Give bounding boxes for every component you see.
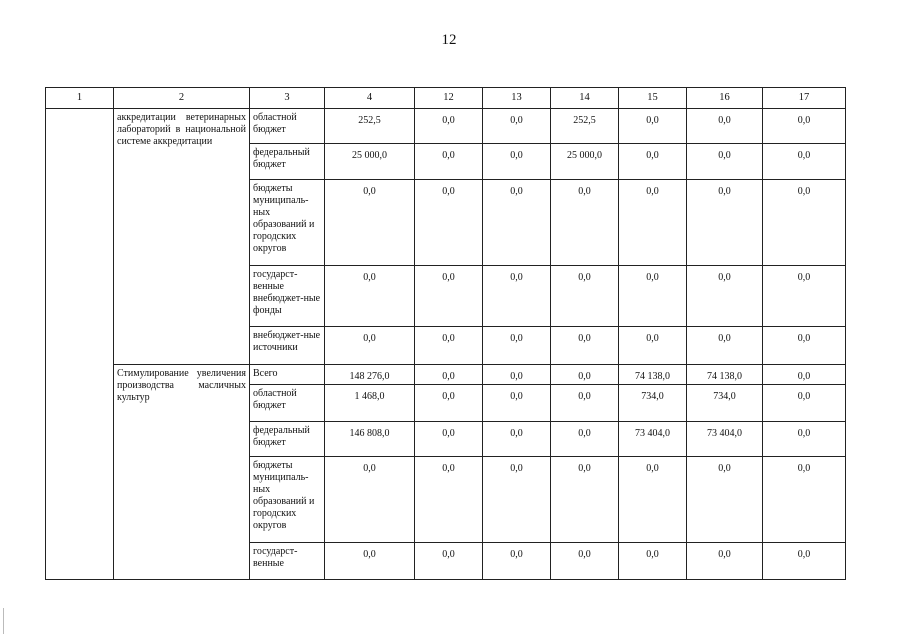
amount-cell: 0,0 — [483, 109, 551, 144]
amount-cell: 0,0 — [551, 180, 619, 266]
table-row — [46, 365, 846, 385]
amount-cell: 0,0 — [483, 327, 551, 365]
funding-source: государст-венные внебюджет-ные фонды — [250, 266, 325, 327]
amount-cell: 0,0 — [325, 543, 415, 580]
amount-cell: 146 808,0 — [325, 422, 415, 457]
amount-cell: 0,0 — [763, 422, 846, 457]
funding-source: государст-венные — [250, 543, 325, 580]
funding-source: внебюджет-ные источники — [250, 327, 325, 365]
amount-cell: 0,0 — [619, 457, 687, 543]
amount-cell: 0,0 — [687, 266, 763, 327]
column-header: 3 — [250, 88, 325, 109]
funding-source: бюджеты муниципаль-ных образований и городских округов — [250, 180, 325, 266]
column-header: 12 — [415, 88, 483, 109]
amount-cell: 0,0 — [763, 457, 846, 543]
amount-cell: 0,0 — [415, 144, 483, 180]
funding-source: областной бюджет — [250, 109, 325, 144]
funding-source: федеральный бюджет — [250, 144, 325, 180]
amount-cell: 734,0 — [687, 385, 763, 422]
amount-cell: 0,0 — [687, 144, 763, 180]
amount-cell: 0,0 — [551, 422, 619, 457]
amount-cell: 0,0 — [763, 266, 846, 327]
amount-cell: 0,0 — [763, 180, 846, 266]
amount-cell: 0,0 — [483, 385, 551, 422]
amount-cell: 0,0 — [763, 327, 846, 365]
amount-cell: 0,0 — [325, 266, 415, 327]
funding-source: Всего — [250, 365, 325, 385]
amount-cell: 0,0 — [551, 365, 619, 385]
amount-cell: 734,0 — [619, 385, 687, 422]
column-header: 13 — [483, 88, 551, 109]
column-header: 15 — [619, 88, 687, 109]
amount-cell: 0,0 — [483, 144, 551, 180]
column-header: 2 — [114, 88, 250, 109]
measure-description: аккредитации ветеринарных лабораторий в национальной системе аккредитации — [114, 109, 250, 365]
amount-cell: 0,0 — [551, 543, 619, 580]
amount-cell: 73 404,0 — [687, 422, 763, 457]
amount-cell: 0,0 — [763, 365, 846, 385]
amount-cell: 0,0 — [687, 543, 763, 580]
budget-table — [45, 87, 846, 580]
amount-cell: 0,0 — [415, 180, 483, 266]
amount-cell: 0,0 — [483, 543, 551, 580]
amount-cell: 0,0 — [325, 180, 415, 266]
column-header: 1 — [46, 88, 114, 109]
amount-cell: 0,0 — [763, 144, 846, 180]
table-header-row — [46, 88, 846, 109]
amount-cell: 0,0 — [619, 109, 687, 144]
amount-cell: 25 000,0 — [325, 144, 415, 180]
amount-cell: 0,0 — [325, 457, 415, 543]
amount-cell: 0,0 — [619, 543, 687, 580]
amount-cell: 0,0 — [483, 266, 551, 327]
row-number-cell — [46, 109, 114, 580]
amount-cell: 73 404,0 — [619, 422, 687, 457]
amount-cell: 0,0 — [483, 422, 551, 457]
column-header: 16 — [687, 88, 763, 109]
funding-source: федеральный бюджет — [250, 422, 325, 457]
amount-cell: 252,5 — [551, 109, 619, 144]
measure-description: Стимулирование увеличения производства масличных культур — [114, 365, 250, 580]
amount-cell: 0,0 — [551, 385, 619, 422]
table-row — [46, 109, 846, 144]
amount-cell: 0,0 — [415, 327, 483, 365]
funding-source: областной бюджет — [250, 385, 325, 422]
amount-cell: 0,0 — [687, 457, 763, 543]
amount-cell: 0,0 — [415, 266, 483, 327]
amount-cell: 0,0 — [415, 365, 483, 385]
amount-cell: 0,0 — [551, 266, 619, 327]
amount-cell: 0,0 — [551, 457, 619, 543]
amount-cell: 74 138,0 — [687, 365, 763, 385]
amount-cell: 0,0 — [687, 180, 763, 266]
amount-cell: 0,0 — [415, 543, 483, 580]
amount-cell: 0,0 — [483, 365, 551, 385]
funding-source: бюджеты муниципаль-ных образований и городских округов — [250, 457, 325, 543]
amount-cell: 0,0 — [687, 327, 763, 365]
amount-cell: 0,0 — [619, 180, 687, 266]
scan-edge-mark — [3, 608, 4, 634]
amount-cell: 0,0 — [619, 327, 687, 365]
amount-cell: 74 138,0 — [619, 365, 687, 385]
amount-cell: 0,0 — [551, 327, 619, 365]
amount-cell: 0,0 — [619, 266, 687, 327]
amount-cell: 0,0 — [325, 327, 415, 365]
amount-cell: 0,0 — [415, 385, 483, 422]
amount-cell: 0,0 — [415, 457, 483, 543]
amount-cell: 0,0 — [763, 543, 846, 580]
amount-cell: 0,0 — [763, 385, 846, 422]
column-header: 4 — [325, 88, 415, 109]
amount-cell: 0,0 — [483, 180, 551, 266]
amount-cell: 0,0 — [415, 109, 483, 144]
amount-cell: 0,0 — [483, 457, 551, 543]
column-header: 14 — [551, 88, 619, 109]
amount-cell: 0,0 — [763, 109, 846, 144]
amount-cell: 25 000,0 — [551, 144, 619, 180]
amount-cell: 0,0 — [687, 109, 763, 144]
amount-cell: 148 276,0 — [325, 365, 415, 385]
column-header: 17 — [763, 88, 846, 109]
amount-cell: 1 468,0 — [325, 385, 415, 422]
amount-cell: 0,0 — [415, 422, 483, 457]
page-number: 12 — [441, 32, 457, 48]
amount-cell: 0,0 — [619, 144, 687, 180]
amount-cell: 252,5 — [325, 109, 415, 144]
